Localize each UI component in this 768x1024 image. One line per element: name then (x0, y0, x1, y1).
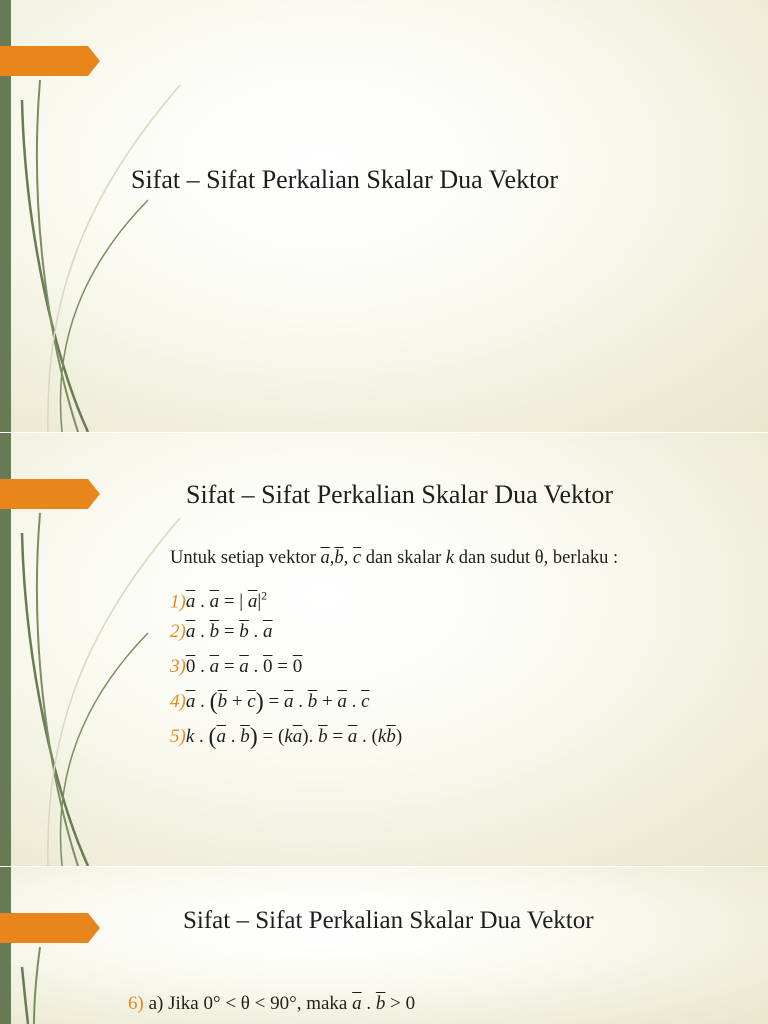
property-number: 5) (170, 726, 186, 747)
angle-low: 0° (203, 993, 221, 1014)
vector-c: $\overline{c}$ (352, 548, 362, 568)
property-5 (170, 719, 618, 754)
intro-mid: dan skalar (361, 548, 446, 568)
intro-suffix: dan sudut θ, berlaku : (454, 548, 619, 568)
slide-1 (0, 0, 768, 432)
property-4 (170, 684, 618, 719)
formula: $\overline{a}$ . $\overline{b} = \overline{b}$ . $\overline{a}$ (185, 621, 273, 642)
scalar-k: k (445, 548, 455, 568)
property-number: 3) (170, 656, 186, 677)
zero-value: 0 (405, 993, 416, 1014)
property-1 (170, 579, 618, 614)
orange-arrow-marker (0, 913, 100, 943)
then-word: , maka (296, 993, 348, 1014)
intro-line: Untuk setiap vektor $\overline{a},\overline{b}$, $\overline{c}$ dan skalar k dan sudut θ, berlaku : (170, 548, 619, 568)
slide-3 (0, 867, 768, 1024)
orange-arrow-marker (0, 46, 100, 76)
slide-title: Sifat – Sifat Perkalian Skalar Dua Vektor (131, 165, 558, 194)
property-6: 6) a) Jika 0° < θ < 90°, maka $\overline{a}$ . $\overline{b} > 0$ (128, 993, 416, 1014)
property-number: 4) (170, 691, 186, 712)
property-number: 6) (128, 993, 144, 1014)
vector-a: $\overline{a}$ (320, 548, 330, 568)
formula: $\overline{a}$ . $(\overline{b} + \overline{c}) = \overline{a}$ . $\overline{b} + \overline{a}$ . $\overline{c}$ (185, 689, 370, 715)
property-2 (170, 614, 618, 649)
formula: 0 . $\overline{a} = \overline{a}$ . 0 = 0 (185, 656, 303, 677)
slide-title: Sifat – Sifat Perkalian Skalar Dua Vektor (183, 907, 594, 934)
angle-high: 90° (270, 993, 297, 1014)
slide-title: Sifat – Sifat Perkalian Skalar Dua Vektor (186, 480, 613, 509)
intro-prefix: Untuk setiap vektor (170, 548, 321, 568)
property-number: 2) (170, 621, 186, 642)
orange-arrow-marker (0, 479, 100, 509)
slide-2 (0, 433, 768, 866)
properties-block (170, 543, 618, 754)
formula: $\overline{a}$ . $\overline{a}$ = | $\overline{a}|^2$ (185, 589, 268, 613)
condition-label: a) Jika (148, 993, 199, 1014)
property-number: 1) (170, 591, 186, 613)
formula: k . ($\overline{a}$ . $\overline{b}) = (k\overline{a})$. $\overline{b} = \overline{a}$ . $(k\overline{b})$ (185, 724, 403, 750)
property-3 (170, 649, 618, 684)
theta-symbol: θ (240, 993, 250, 1014)
vector-b: $\overline{b}$ (334, 548, 344, 568)
